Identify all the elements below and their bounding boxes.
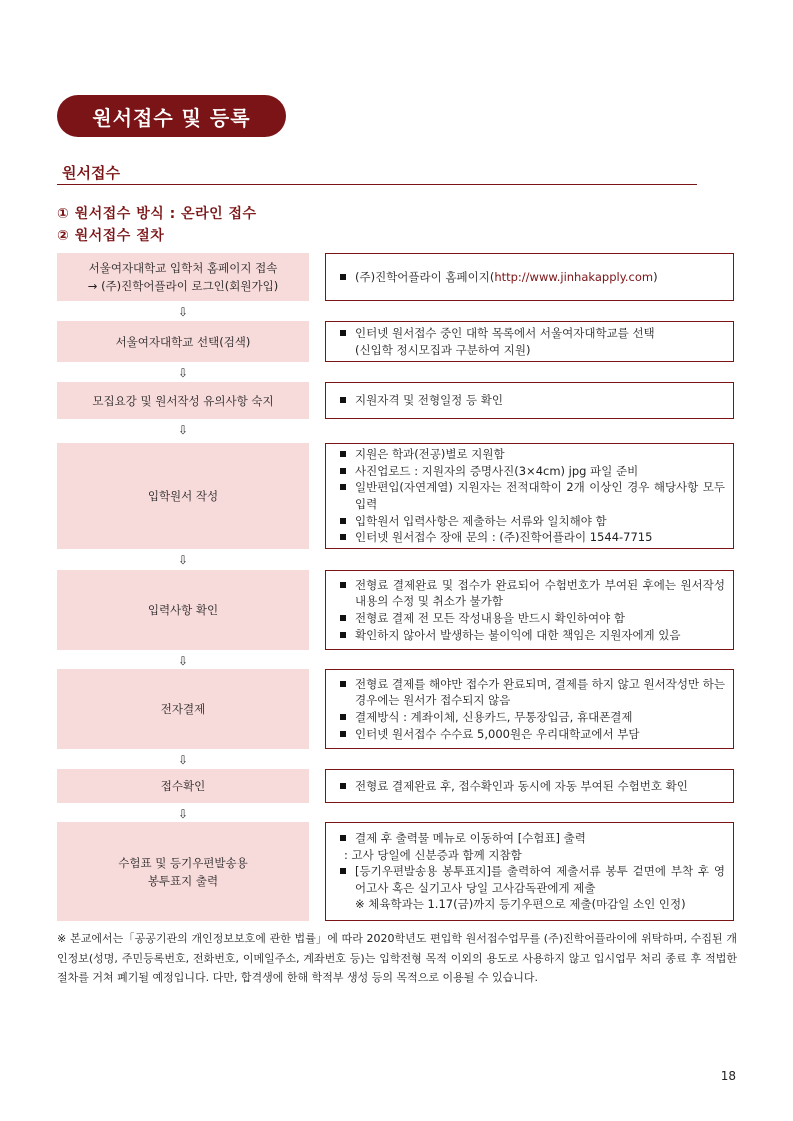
detail-item (340, 513, 725, 530)
section-heading: 원서접수 (62, 164, 120, 182)
detail-item (340, 446, 725, 463)
step-detail-box (325, 443, 734, 549)
bullet-icon (340, 835, 346, 841)
page-number: 18 (720, 1069, 736, 1083)
section-divider (57, 184, 697, 185)
bullet-icon (340, 868, 346, 874)
detail-text-main: 전형료 결제 전 모든 작성내용을 반드시 확인하여야 함 (355, 611, 625, 625)
step-label (57, 382, 309, 419)
step-label (57, 321, 309, 362)
detail-item: (신입학 정시모집과 구분하여 지원) (355, 342, 531, 357)
detail-text-main: 일반편입(자연계열) 지원자는 전적대학이 2개 이상인 경우 해당사항 모두 입력 (355, 480, 725, 511)
step-label (57, 669, 309, 749)
down-arrow-icon: ⇩ (177, 305, 189, 319)
bullet-icon (340, 731, 346, 737)
step-detail-box (325, 570, 734, 650)
bullet-icon (340, 534, 346, 540)
detail-text (355, 709, 725, 726)
detail-text-main: 전형료 결제완료 및 접수가 완료되어 수험번호가 부여된 후에는 원서작성 내용의 수정 및 취소가 불가함 (355, 577, 725, 609)
detail-text-main: [등기우편발송용 봉투표지]를 출력하여 제출서류 봉투 겉면에 부착 후 영어고사 혹은 실기고사 당일 고사감독관에게 제출 (355, 864, 725, 895)
detail-item (340, 392, 725, 409)
step-label-line: 서울여자대학교 선택(검색) (115, 334, 251, 349)
detail-item (340, 610, 725, 627)
detail-text-main: 전형료 결제완료 후, 접수확인과 동시에 자동 부여된 수험번호 확인 (355, 778, 688, 793)
bullet-icon (340, 632, 346, 638)
detail-text-main: 전형료 결제를 해야만 접수가 완료되며, 결제를 하지 않고 원서작성만 하는 경우에는 원서가 접수되지 않음 (355, 676, 725, 708)
bullet-icon (340, 582, 346, 588)
bullet-icon (340, 451, 346, 457)
detail-item (340, 709, 725, 726)
down-arrow-icon: ⇩ (177, 753, 189, 767)
detail-text (355, 446, 725, 463)
detail-text (355, 726, 725, 743)
bullet-icon (340, 484, 346, 490)
detail-text-main: 인터넷 원서접수 수수료 5,000원은 우리대학교에서 부담 (355, 726, 640, 741)
detail-text-suffix: ) (653, 269, 658, 284)
bullet-icon (340, 615, 346, 621)
detail-text (355, 778, 725, 795)
step-detail-box (325, 769, 734, 803)
subheading-procedure: ② 원서접수 절차 (57, 228, 165, 244)
detail-text-main: 인터넷 원서접수 장애 문의 : (주)진학어플라이 1544-7715 (355, 530, 653, 545)
down-arrow-icon: ⇩ (177, 807, 189, 821)
detail-text (355, 325, 725, 342)
detail-item (340, 529, 725, 546)
detail-item (340, 627, 725, 644)
detail-item (340, 676, 725, 709)
detail-item (340, 577, 725, 610)
step-label (57, 570, 309, 650)
detail-text-main: 입학원서 입력사항은 제출하는 서류와 일치해야 함 (355, 513, 607, 528)
step-label-line: 전자결제 (160, 702, 206, 716)
detail-text (355, 863, 725, 896)
detail-item (340, 479, 725, 512)
step-detail-box (325, 822, 734, 921)
down-arrow-icon: ⇩ (177, 654, 189, 668)
detail-text (355, 577, 725, 610)
step-label (57, 443, 309, 549)
down-arrow-icon: ⇩ (177, 423, 189, 437)
step-label-line: 수험표 및 등기우편발송용 (118, 855, 248, 870)
step-label-line: 봉투표지 출력 (147, 873, 219, 888)
step-label-line: 접수확인 (160, 779, 206, 793)
step-label-line: 입학원서 작성 (147, 489, 219, 503)
detail-text (355, 676, 725, 709)
bullet-icon (340, 274, 346, 280)
detail-text (355, 479, 725, 512)
step-label (57, 253, 309, 301)
detail-text-main: 지원은 학과(전공)별로 지원함 (355, 447, 505, 462)
detail-item: : 고사 당일에 신분증과 함께 지참함 (344, 847, 522, 862)
detail-text (355, 610, 725, 627)
down-arrow-icon: ⇩ (177, 553, 189, 567)
page-title: 원서접수 및 등록 (57, 95, 286, 137)
detail-text (355, 627, 725, 644)
detail-item (340, 778, 725, 795)
subheading-method: ① 원서접수 방식 : 온라인 접수 (57, 206, 257, 222)
detail-text (355, 529, 725, 546)
bullet-icon (340, 468, 346, 474)
detail-text-main: (주)진학어플라이 홈페이지( (355, 269, 495, 284)
detail-item (340, 463, 725, 480)
detail-text (355, 269, 725, 286)
detail-item (340, 269, 725, 286)
step-detail-box (325, 253, 734, 301)
step-detail-box (325, 382, 734, 419)
bullet-icon (340, 681, 346, 687)
bullet-icon (340, 518, 346, 524)
detail-text (355, 513, 725, 530)
bullet-icon (340, 330, 346, 336)
bullet-icon (340, 714, 346, 720)
detail-item: ※ 체육학과는 1.17(금)까지 등기우편으로 제출(마감일 소인 인정) (355, 897, 686, 912)
bullet-icon (340, 783, 346, 789)
bullet-icon (340, 397, 346, 403)
detail-text (355, 392, 725, 409)
step-label-line: 모집요강 및 원서작성 유의사항 숙지 (92, 393, 274, 408)
detail-text-main: 지원자격 및 전형일정 등 확인 (355, 393, 503, 408)
detail-text-main: 결제방식 : 계좌이체, 신용카드, 무통장입금, 휴대폰결제 (355, 710, 633, 724)
step-detail-box (325, 669, 734, 749)
detail-text (355, 463, 725, 480)
down-arrow-icon: ⇩ (177, 366, 189, 380)
detail-item (340, 830, 725, 847)
step-label-line: 입력사항 확인 (147, 603, 219, 617)
detail-text-main: 사진업로드 : 지원자의 증명사진(3×4cm) jpg 파일 준비 (355, 463, 639, 478)
detail-item (340, 325, 725, 342)
detail-text-main: 인터넷 원서접수 중인 대학 목록에서 서울여자대학교를 선택 (355, 325, 655, 340)
step-detail-box (325, 321, 734, 362)
privacy-footnote: ※ 본교에서는「공공기관의 개인정보보호에 관한 법률」에 따라 2020학년도 편입학 원서접수업무를 (주)진학어플라이에 위탁하며, 수집된 개인정보(성명, 주민등록번호, 전화번호, 이메일주소, 계좌번호 등)는 입학전형 목적 이외의 용도로 사용하지 않고 입시업무 처리 종료 후 적법한 절차를 거쳐 폐기될 예정입니다. 다만, 합격생에 한해 학적부 생성 등의 목적으로 이용될 수 있습니다. (57, 932, 737, 984)
detail-text (355, 830, 725, 847)
watermark (285, 525, 292, 550)
step-label-line: 서울여자대학교 입학처 홈페이지 접속 (88, 261, 278, 275)
step-label (57, 822, 309, 921)
step-label (57, 769, 309, 803)
homepage-link[interactable]: http://www.jinhakapply.com (494, 269, 654, 284)
detail-item (340, 726, 725, 743)
detail-item (340, 863, 725, 896)
detail-text-main: 확인하지 않아서 발생하는 불이익에 대한 책임은 지원자에게 있음 (355, 627, 681, 642)
detail-text-main: 결제 후 출력물 메뉴로 이동하여 [수험표] 출력 (355, 831, 586, 846)
step-label-line: → (주)진학어플라이 로그인(회원가입) (87, 279, 279, 293)
